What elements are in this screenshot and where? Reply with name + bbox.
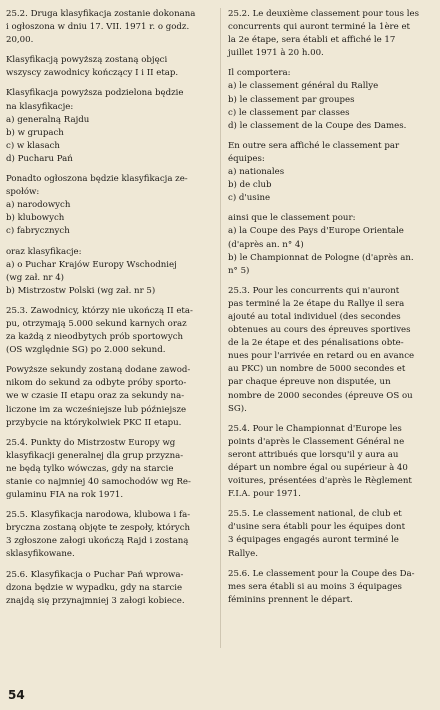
paragraph-cup-classification-fr: ainsi que le classement pour: a) la Coupe des Pays d'Europe Orientale (d'après an. n° 4) b) le Championnat de Pologne (d'après an. n° 5) — [228, 213, 414, 276]
paragraph-classification-list-fr: Il comportera: a) le classement général du Rallye b) le classement par groupes c) le classement par classes d) le classement de la Coupe des Dames. — [228, 68, 407, 131]
paragraph-seconds-pl: Powyższe sekundy zostaną dodane zawod- nikom do sekund za odbyte próby sporto- we w czasie II etapu oraz za sekundy na- liczone im za wcześniejsze lub późniejsze przybycie na którykolwiek PKC II etapu. — [6, 365, 191, 428]
paragraph-classification-list-pl: Klasyfikacja powyższa podzielona będzie na klasyfikacje: a) generalną Rajdu b) w grupach c) w klasach d) Pucharu Pań — [6, 88, 184, 164]
paragraph-team-classification-pl: Ponadto ogłoszona będzie klasyfikacja ze- społów: a) narodowych b) klubowych c) fabrycznych — [6, 174, 188, 237]
paragraph-classification-scope-pl: Klasyfikacją powyższą zostaną objęci wszyscy zawodnicy kończący I i II etap. — [6, 55, 179, 79]
paragraph-25-5-pl: 25.5. Klasyfikacja narodowa, klubowa i fa- bryczna zostaną objęte te zespoły, których 3 zgłoszone załogi ukończą Rajd i zostaną sklasyfikowane. — [6, 510, 191, 560]
paragraph-25-4-pl: 25.4. Punkty do Mistrzostw Europy wg klasyfikacji generalnej dla grup przyzna- ne będą tylko wówczas, gdy na starcie stanie co najmniej 40 samochodów wg Re- gulaminu FIA na rok 1971. — [6, 437, 191, 501]
paragraph-25-3-fr: 25.3. Pour les concurrents qui n'auront pas terminé la 2e étape du Rallye il sera ajouté au total individuel (des secondes obtenues au cours des épreuves sportives de la 2e étape et des pénalisations obte- nues pour l'arrivée en retard ou en avance au PKC) un nombre de 5000 secondes et par chaque épreuve non disputée, un nombre de 2000 secondes (épreuve OS ou SG). — [228, 285, 415, 414]
paragraph-25-5-fr: 25.5. Le classement national, de club et d'usine sera établi pour les équipes dont 3 équipages engagés auront terminé le Rallye. — [228, 509, 406, 559]
polish-column — [6, 8, 218, 615]
paragraph-25-3-pl: 25.3. Zawodnicy, którzy nie ukończą II eta- pu, otrzymają 5.000 sekund karnych oraz za każdą z nieodbytych prób sportowych (OS względnie SG) po 2.000 sekund. — [6, 305, 193, 356]
paragraph-team-classification-fr: En outre sera affiché le classement par équipes: a) nationales b) de club c) d'usine — [228, 140, 400, 204]
paragraph-cup-classification-pl: oraz klasyfikacje: a) o Puchar Krajów Europy Wschodniej (wg zał. nr 4) b) Mistrzostw Polski (wg zał. nr 5) — [6, 246, 177, 296]
paragraph-25-6-pl: 25.6. Klasyfikacja o Puchar Pań wprowa- dzona będzie w wypadku, gdy na starcie znajdą się przynajmniej 3 załogi kobiece. — [6, 569, 185, 606]
paragraph-25-4-fr: 25.4. Pour le Championnat d'Europe les points d'après le Classement Général ne seront attribués que lorsqu'il y aura au départ un nombre égal ou supérieur à 40 voitures, présentées d'après le Règlement F.I.A. pour 1971. — [228, 423, 412, 500]
page-number: 54 — [8, 688, 25, 702]
french-column — [228, 8, 438, 614]
column-divider — [220, 8, 221, 648]
paragraph-25-2-pl: 25.2. Druga klasyfikacja zostanie dokonana i ogłoszona w dniu 17. VII. 1971 r. o godz. 20,00. — [6, 9, 196, 46]
paragraph-25-6-fr: 25.6. Le classement pour la Coupe des Da- mes sera établi si au moins 3 équipages féminins prennent le départ. — [228, 568, 415, 605]
paragraph-25-2-fr: 25.2. Le deuxième classement pour tous les concurrents qui auront terminé la 1ère et la 2e étape, sera établi et affiché le 17 juillet 1971 à 20 h.00. — [228, 9, 420, 59]
